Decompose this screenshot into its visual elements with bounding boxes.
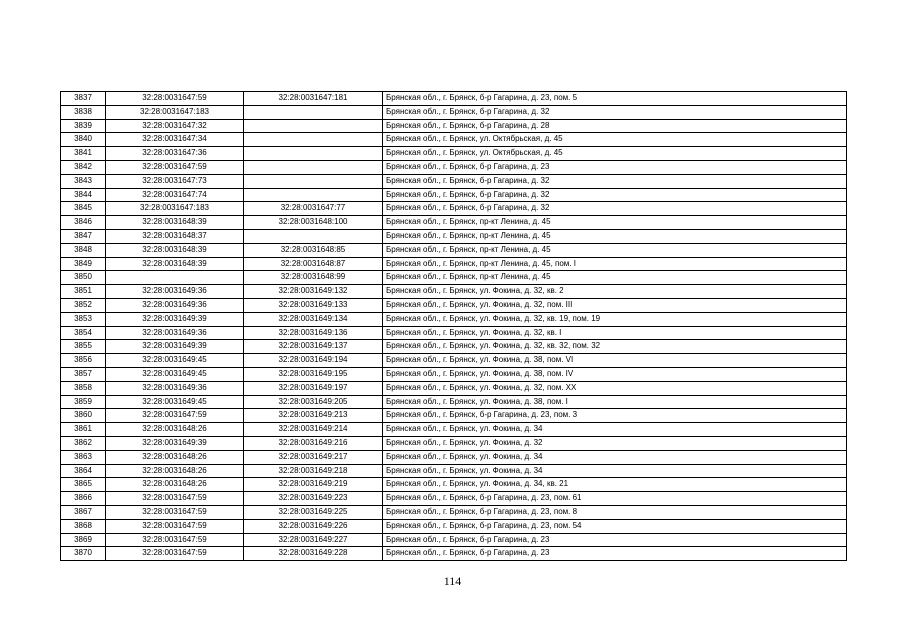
cadastral-number-cell: 32:28:0031647:59: [106, 533, 244, 547]
address-cell: Брянская обл., г. Брянск, ул. Октябрьская, д. 45: [383, 147, 847, 161]
registry-table-body: [61, 92, 847, 561]
table-row: [61, 505, 847, 519]
related-cadastral-number-cell: 32:28:0031649:132: [244, 285, 383, 299]
related-cadastral-number-cell: 32:28:0031649:134: [244, 312, 383, 326]
related-cadastral-number-cell: [244, 147, 383, 161]
row-number-cell: 3840: [61, 133, 106, 147]
address-cell: Брянская обл., г. Брянск, ул. Фокина, д. 32, кв. 32, пом. 32: [383, 340, 847, 354]
row-number-cell: 3854: [61, 326, 106, 340]
cadastral-number-cell: 32:28:0031647:59: [106, 409, 244, 423]
related-cadastral-number-cell: 32:28:0031649:136: [244, 326, 383, 340]
page-number: 114: [443, 574, 462, 588]
address-cell: Брянская обл., г. Брянск, б-р Гагарина, д. 32: [383, 188, 847, 202]
cadastral-number-cell: 32:28:0031648:26: [106, 478, 244, 492]
address-cell: Брянская обл., г. Брянск, б-р Гагарина, д. 28: [383, 119, 847, 133]
row-number-cell: 3846: [61, 216, 106, 230]
related-cadastral-number-cell: 32:28:0031648:100: [244, 216, 383, 230]
address-cell: Брянская обл., г. Брянск, ул. Фокина, д. 34: [383, 423, 847, 437]
table-row: [61, 326, 847, 340]
related-cadastral-number-cell: 32:28:0031648:85: [244, 243, 383, 257]
row-number-cell: 3837: [61, 92, 106, 106]
related-cadastral-number-cell: 32:28:0031649:194: [244, 354, 383, 368]
table-row: [61, 547, 847, 561]
cadastral-number-cell: 32:28:0031649:39: [106, 436, 244, 450]
address-cell: Брянская обл., г. Брянск, б-р Гагарина, д. 32: [383, 174, 847, 188]
address-cell: Брянская обл., г. Брянск, б-р Гагарина, д. 23, пом. 54: [383, 519, 847, 533]
address-cell: Брянская обл., г. Брянск, б-р Гагарина, д. 23, пом. 5: [383, 92, 847, 106]
row-number-cell: 3851: [61, 285, 106, 299]
row-number-cell: 3855: [61, 340, 106, 354]
row-number-cell: 3850: [61, 271, 106, 285]
address-cell: Брянская обл., г. Брянск, ул. Фокина, д. 32, пом. III: [383, 298, 847, 312]
table-row: [61, 147, 847, 161]
address-cell: Брянская обл., г. Брянск, б-р Гагарина, д. 23: [383, 533, 847, 547]
table-row: [61, 354, 847, 368]
related-cadastral-number-cell: [244, 174, 383, 188]
row-number-cell: 3852: [61, 298, 106, 312]
address-cell: Брянская обл., г. Брянск, б-р Гагарина, д. 23, пом. 61: [383, 492, 847, 506]
address-cell: Брянская обл., г. Брянск, пр-кт Ленина, д. 45, пом. I: [383, 257, 847, 271]
row-number-cell: 3839: [61, 119, 106, 133]
table-row: [61, 243, 847, 257]
row-number-cell: 3848: [61, 243, 106, 257]
related-cadastral-number-cell: 32:28:0031649:226: [244, 519, 383, 533]
cadastral-number-cell: 32:28:0031648:39: [106, 216, 244, 230]
table-row: [61, 133, 847, 147]
table-row: [61, 519, 847, 533]
table-row: [61, 298, 847, 312]
cadastral-number-cell: 32:28:0031648:26: [106, 450, 244, 464]
table-row: [61, 381, 847, 395]
address-cell: Брянская обл., г. Брянск, ул. Фокина, д. 32, кв. 2: [383, 285, 847, 299]
table-row: [61, 340, 847, 354]
cadastral-number-cell: 32:28:0031647:59: [106, 505, 244, 519]
cadastral-number-cell: 32:28:0031647:59: [106, 547, 244, 561]
address-cell: Брянская обл., г. Брянск, ул. Фокина, д. 38, пом. VI: [383, 354, 847, 368]
row-number-cell: 3857: [61, 367, 106, 381]
table-row: [61, 216, 847, 230]
row-number-cell: 3862: [61, 436, 106, 450]
row-number-cell: 3858: [61, 381, 106, 395]
related-cadastral-number-cell: 32:28:0031649:133: [244, 298, 383, 312]
cadastral-number-cell: 32:28:0031648:39: [106, 257, 244, 271]
cadastral-number-cell: 32:28:0031649:36: [106, 285, 244, 299]
cadastral-number-cell: 32:28:0031647:59: [106, 92, 244, 106]
cadastral-number-cell: 32:28:0031648:26: [106, 423, 244, 437]
row-number-cell: 3844: [61, 188, 106, 202]
address-cell: Брянская обл., г. Брянск, ул. Фокина, д. 34: [383, 450, 847, 464]
table-row: [61, 285, 847, 299]
row-number-cell: 3843: [61, 174, 106, 188]
related-cadastral-number-cell: 32:28:0031649:227: [244, 533, 383, 547]
row-number-cell: 3853: [61, 312, 106, 326]
table-row: [61, 271, 847, 285]
cadastral-number-cell: 32:28:0031647:34: [106, 133, 244, 147]
related-cadastral-number-cell: [244, 119, 383, 133]
cadastral-number-cell: 32:28:0031649:36: [106, 326, 244, 340]
address-cell: Брянская обл., г. Брянск, ул. Октябрьская, д. 45: [383, 133, 847, 147]
table-row: [61, 423, 847, 437]
related-cadastral-number-cell: 32:28:0031648:99: [244, 271, 383, 285]
related-cadastral-number-cell: 32:28:0031649:219: [244, 478, 383, 492]
cadastral-number-cell: 32:28:0031649:36: [106, 381, 244, 395]
address-cell: Брянская обл., г. Брянск, ул. Фокина, д. 38, пом. I: [383, 395, 847, 409]
row-number-cell: 3859: [61, 395, 106, 409]
table-row: [61, 395, 847, 409]
address-cell: Брянская обл., г. Брянск, ул. Фокина, д. 32: [383, 436, 847, 450]
table-row: [61, 464, 847, 478]
related-cadastral-number-cell: 32:28:0031649:228: [244, 547, 383, 561]
address-cell: Брянская обл., г. Брянск, ул. Фокина, д. 34, кв. 21: [383, 478, 847, 492]
table-row: [61, 312, 847, 326]
address-cell: Брянская обл., г. Брянск, ул. Фокина, д. 32, пом. XX: [383, 381, 847, 395]
cadastral-number-cell: 32:28:0031647:73: [106, 174, 244, 188]
address-cell: Брянская обл., г. Брянск, ул. Фокина, д. 38, пом. IV: [383, 367, 847, 381]
cadastral-number-cell: 32:28:0031647:32: [106, 119, 244, 133]
cadastral-number-cell: 32:28:0031647:36: [106, 147, 244, 161]
address-cell: Брянская обл., г. Брянск, б-р Гагарина, д. 23, пом. 3: [383, 409, 847, 423]
table-row: [61, 257, 847, 271]
row-number-cell: 3867: [61, 505, 106, 519]
row-number-cell: 3864: [61, 464, 106, 478]
cadastral-number-cell: 32:28:0031649:45: [106, 367, 244, 381]
row-number-cell: 3847: [61, 229, 106, 243]
related-cadastral-number-cell: [244, 160, 383, 174]
cadastral-number-cell: 32:28:0031648:37: [106, 229, 244, 243]
related-cadastral-number-cell: 32:28:0031649:205: [244, 395, 383, 409]
related-cadastral-number-cell: 32:28:0031649:197: [244, 381, 383, 395]
row-number-cell: 3845: [61, 202, 106, 216]
related-cadastral-number-cell: 32:28:0031647:77: [244, 202, 383, 216]
related-cadastral-number-cell: [244, 188, 383, 202]
related-cadastral-number-cell: 32:28:0031649:225: [244, 505, 383, 519]
row-number-cell: 3838: [61, 105, 106, 119]
registry-table: [60, 91, 847, 561]
table-row: [61, 478, 847, 492]
table-row: [61, 160, 847, 174]
address-cell: Брянская обл., г. Брянск, б-р Гагарина, д. 23: [383, 547, 847, 561]
cadastral-number-cell: 32:28:0031647:59: [106, 160, 244, 174]
table-row: [61, 367, 847, 381]
address-cell: Брянская обл., г. Брянск, б-р Гагарина, д. 32: [383, 202, 847, 216]
row-number-cell: 3865: [61, 478, 106, 492]
table-row: [61, 533, 847, 547]
table-row: [61, 119, 847, 133]
cadastral-number-cell: 32:28:0031647:59: [106, 492, 244, 506]
related-cadastral-number-cell: [244, 105, 383, 119]
address-cell: Брянская обл., г. Брянск, ул. Фокина, д. 34: [383, 464, 847, 478]
cadastral-number-cell: 32:28:0031647:59: [106, 519, 244, 533]
cadastral-number-cell: 32:28:0031649:36: [106, 298, 244, 312]
row-number-cell: 3870: [61, 547, 106, 561]
related-cadastral-number-cell: 32:28:0031647:181: [244, 92, 383, 106]
related-cadastral-number-cell: [244, 133, 383, 147]
related-cadastral-number-cell: 32:28:0031649:223: [244, 492, 383, 506]
address-cell: Брянская обл., г. Брянск, ул. Фокина, д. 32, кв. I: [383, 326, 847, 340]
address-cell: Брянская обл., г. Брянск, пр-кт Ленина, д. 45: [383, 216, 847, 230]
address-cell: Брянская обл., г. Брянск, пр-кт Ленина, д. 45: [383, 229, 847, 243]
address-cell: Брянская обл., г. Брянск, б-р Гагарина, д. 23: [383, 160, 847, 174]
related-cadastral-number-cell: [244, 229, 383, 243]
cadastral-number-cell: 32:28:0031648:26: [106, 464, 244, 478]
cadastral-number-cell: 32:28:0031647:183: [106, 202, 244, 216]
table-row: [61, 188, 847, 202]
address-cell: Брянская обл., г. Брянск, ул. Фокина, д. 32, кв. 19, пом. 19: [383, 312, 847, 326]
related-cadastral-number-cell: 32:28:0031649:213: [244, 409, 383, 423]
related-cadastral-number-cell: 32:28:0031649:195: [244, 367, 383, 381]
cadastral-number-cell: [106, 271, 244, 285]
row-number-cell: 3869: [61, 533, 106, 547]
table-row: [61, 450, 847, 464]
cadastral-number-cell: 32:28:0031649:45: [106, 395, 244, 409]
cadastral-number-cell: 32:28:0031649:39: [106, 340, 244, 354]
address-cell: Брянская обл., г. Брянск, б-р Гагарина, д. 23, пом. 8: [383, 505, 847, 519]
table-row: [61, 492, 847, 506]
related-cadastral-number-cell: 32:28:0031649:137: [244, 340, 383, 354]
address-cell: Брянская обл., г. Брянск, б-р Гагарина, д. 32: [383, 105, 847, 119]
address-cell: Брянская обл., г. Брянск, пр-кт Ленина, д. 45: [383, 243, 847, 257]
table-row: [61, 105, 847, 119]
row-number-cell: 3856: [61, 354, 106, 368]
table-row: [61, 229, 847, 243]
related-cadastral-number-cell: 32:28:0031648:87: [244, 257, 383, 271]
row-number-cell: 3842: [61, 160, 106, 174]
address-cell: Брянская обл., г. Брянск, пр-кт Ленина, д. 45: [383, 271, 847, 285]
related-cadastral-number-cell: 32:28:0031649:216: [244, 436, 383, 450]
cadastral-number-cell: 32:28:0031648:39: [106, 243, 244, 257]
table-row: [61, 174, 847, 188]
table-row: [61, 436, 847, 450]
cadastral-number-cell: 32:28:0031649:45: [106, 354, 244, 368]
related-cadastral-number-cell: 32:28:0031649:214: [244, 423, 383, 437]
row-number-cell: 3861: [61, 423, 106, 437]
cadastral-number-cell: 32:28:0031647:183: [106, 105, 244, 119]
table-row: [61, 92, 847, 106]
row-number-cell: 3849: [61, 257, 106, 271]
table-row: [61, 202, 847, 216]
row-number-cell: 3841: [61, 147, 106, 161]
related-cadastral-number-cell: 32:28:0031649:217: [244, 450, 383, 464]
row-number-cell: 3866: [61, 492, 106, 506]
row-number-cell: 3863: [61, 450, 106, 464]
cadastral-number-cell: 32:28:0031647:74: [106, 188, 244, 202]
related-cadastral-number-cell: 32:28:0031649:218: [244, 464, 383, 478]
table-row: [61, 409, 847, 423]
row-number-cell: 3860: [61, 409, 106, 423]
row-number-cell: 3868: [61, 519, 106, 533]
cadastral-number-cell: 32:28:0031649:39: [106, 312, 244, 326]
